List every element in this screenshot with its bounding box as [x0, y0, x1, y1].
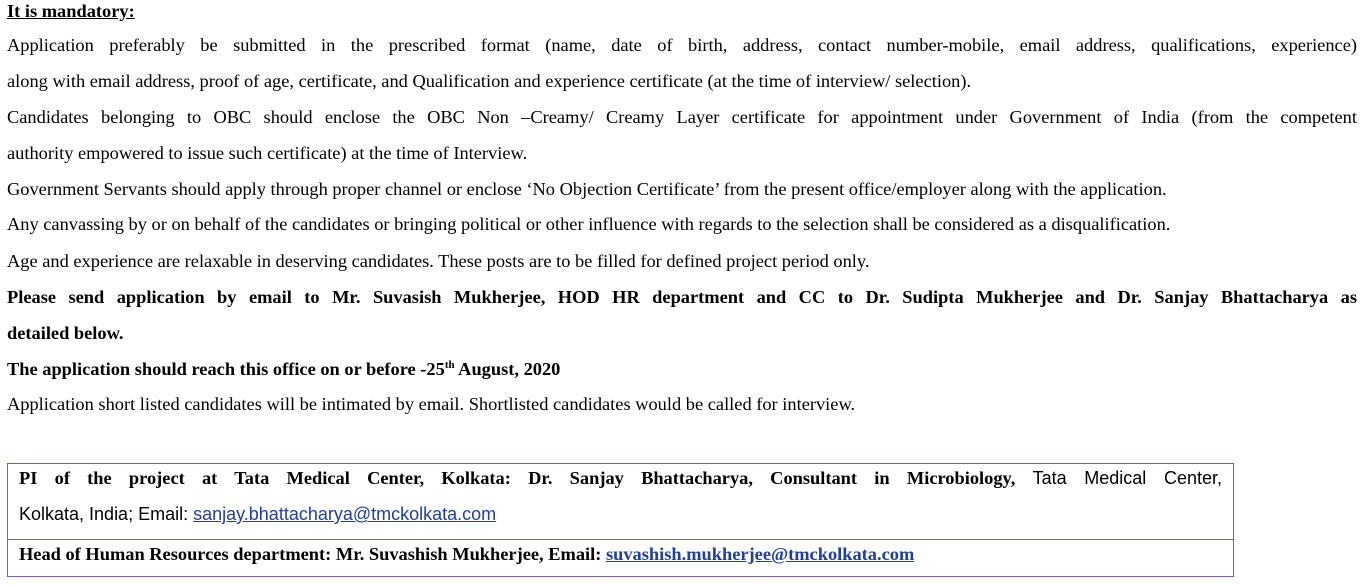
requirement-line-7: Age and experience are relaxable in deserving candidates. These posts are to be filled for defined project period only.	[7, 251, 870, 271]
hr-contact-line	[19, 543, 1222, 565]
hr-contact-row	[8, 540, 1234, 577]
requirement-line-2: along with email address, proof of age, certificate, and Qualification and experience certificate (at the time of interview/ selection).	[7, 71, 972, 91]
pi-contact-line-2	[19, 503, 1222, 525]
requirement-line-1: Application preferably be submitted in the prescribed format (name, date of birth, address, contact number-mobile, email address, qualifications, experience)	[7, 35, 1357, 55]
contacts-table	[7, 463, 1234, 577]
requirement-line-6: Any canvassing by or on behalf of the candidates or bringing political or other influence with regards to the selection shall be considered as a disqualification.	[7, 214, 1171, 234]
pi-contact-cell	[8, 464, 1234, 540]
deadline-superscript: th	[444, 359, 455, 371]
requirement-line-4: authority empowered to issue such certificate) at the time of Interview.	[7, 143, 528, 163]
requirement-line-3: Candidates belonging to OBC should enclose the OBC Non –Creamy/ Creamy Layer certificate for appointment under Government of India (from the competent	[7, 107, 1357, 127]
send-instruction-line-1: Please send application by email to Mr. Suvasish Mukherjee, HOD HR department and CC to Dr. Sudipta Mukherjee and Dr. Sanjay Bhattacharya as	[7, 287, 1357, 307]
pi-email-link[interactable]: sanjay.bhattacharya@tmckolkata.com	[193, 504, 497, 524]
mandatory-heading: It is mandatory:	[7, 1, 135, 21]
pi-bold-text: PI of the project at Tata Medical Center, Kolkata: Dr. Sanjay Bhattacharya, Consultant in Microbiology,	[19, 468, 1016, 488]
deadline-prefix: The application should reach this office on or before -25	[7, 359, 445, 379]
pi-plain-text-1: Tata Medical Center,	[1015, 468, 1222, 488]
pi-contact-line-1	[19, 467, 1222, 489]
shortlist-line: Application short listed candidates will be intimated by email. Shortlisted candidates would be called for interview.	[7, 394, 856, 414]
hr-contact-cell	[8, 540, 1234, 577]
requirement-line-5: Government Servants should apply through proper channel or enclose ‘No Objection Certificate’ from the present office/employer along with the application.	[7, 179, 1167, 199]
deadline-line	[7, 358, 1357, 380]
hr-email-link[interactable]: suvashish.mukherjee@tmckolkata.com	[605, 544, 915, 564]
hr-bold-text: Head of Human Resources department: Mr. Suvashish Mukherjee, Email:	[19, 544, 606, 564]
deadline-suffix: August, 2020	[454, 359, 561, 379]
send-instruction-line-2: detailed below.	[7, 323, 124, 343]
pi-contact-row	[8, 464, 1234, 540]
pi-plain-text-2: Kolkata, India; Email:	[19, 504, 194, 524]
